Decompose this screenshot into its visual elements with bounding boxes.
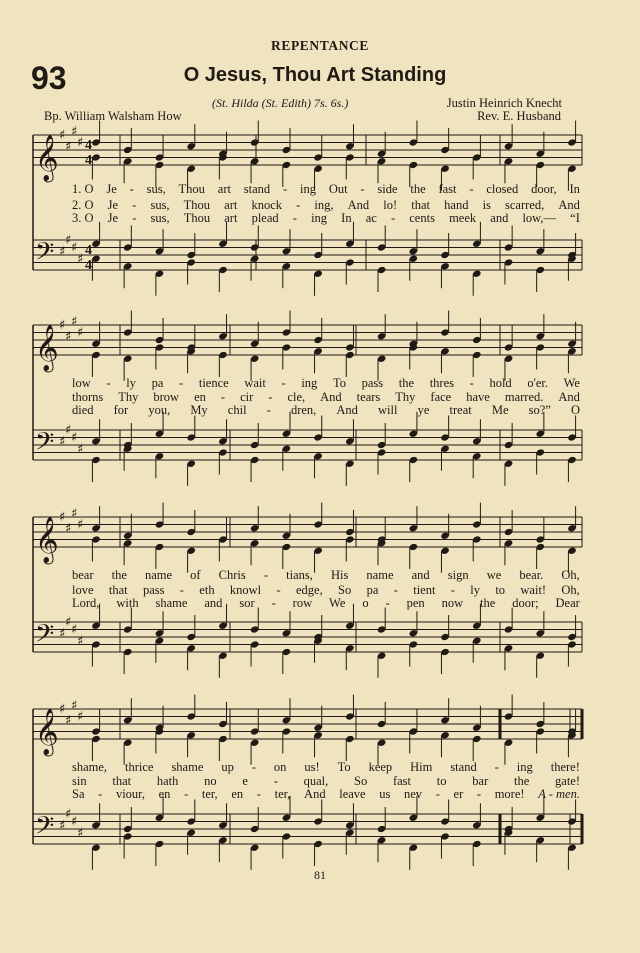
lyric-syllable: up [221,760,234,774]
lyric-syllable: - [179,376,184,390]
lyric-syllable: - [256,787,261,801]
lyric-syllable: cents [409,211,435,225]
lyric-syllable: hath [156,774,179,788]
lyric-syllable: scarred, [505,198,545,212]
lyric-syllable: en [194,390,206,404]
sharp-icon: ♯ [77,135,84,151]
lyric-syllable: - [132,211,137,225]
lyric-syllable: tians, [286,568,313,582]
lyric-syllable: And [304,787,326,801]
lyric-syllable: Thy [395,390,416,404]
lyric-syllable: ac [365,211,377,225]
lyric-syllable: - [106,376,111,390]
lyric-syllable: side [377,182,398,196]
lyric-syllable: pa [151,376,164,390]
lyric-syllable: you, [148,403,171,417]
lyric-syllable: - [385,596,390,610]
lyric-syllable: bar [472,774,489,788]
sharp-icon: ♯ [65,521,72,537]
lyric-syllable: en [231,787,244,801]
lyric-syllable: thres [429,376,454,390]
lyric-syllable: Chris [218,568,246,582]
sharp-icon: ♯ [65,423,72,438]
lyric-syllable: Lord, [72,596,100,610]
sharp-icon: ♯ [65,329,72,345]
sharp-icon: ♯ [65,807,72,822]
lyric-syllable: - [129,182,134,196]
lyric-syllable: My [190,403,208,417]
lyric-syllable: eth [199,583,215,597]
lyric-syllable: thrice [125,760,154,774]
lyric-syllable: shame, [72,760,108,774]
lyric-line [72,596,580,611]
sharp-icon: ♯ [77,325,84,341]
lyric-syllable: e [242,774,248,788]
lyric-syllable: ing [300,182,316,196]
lyric-syllable: sign [447,568,469,582]
lyric-syllable: - [251,760,256,774]
lyric-syllable: Oh, [561,568,580,582]
lyric-syllable: us [379,787,391,801]
lyric-syllable: ye [417,403,430,417]
lyric-syllable: art [224,211,238,225]
lyric-syllable: viour, [115,787,145,801]
lyric-syllable: - [273,774,278,788]
sharp-icon: ♯ [65,139,72,155]
lyric-syllable: Je [107,198,119,212]
lyric-syllable: In [569,182,580,196]
lyric-syllable: - [393,583,398,597]
sharp-icon: ♯ [65,233,72,248]
arranger-credit: Rev. E. Husband [477,109,561,123]
lyric-syllable: Sa [72,787,85,801]
lyric-syllable: the [398,376,415,390]
lyric-syllable: - [98,787,103,801]
sharp-icon: ♯ [59,434,66,450]
lyric-syllable: to [495,583,506,597]
lyric-syllable: knowl [229,583,262,597]
lyric-line [72,568,580,583]
sharp-icon: ♯ [77,517,84,533]
lyric-syllable: sus, [150,198,170,212]
lyric-syllable: We [563,376,580,390]
lyric-syllable: ter, [274,787,291,801]
lyric-syllable: there! [550,760,580,774]
lyric-syllable: closed [486,182,519,196]
lyric-syllable: - [390,211,396,225]
lyric-syllable: pass [142,583,165,597]
hymn-title: O Jesus, Thou Art Standing [183,64,447,86]
lyric-syllable: keep [368,760,393,774]
sharp-icon: ♯ [65,615,72,630]
lyric-syllable: To [337,760,351,774]
lyric-syllable: brow [153,390,180,404]
lyric-syllable: 3. O [72,211,94,225]
lyric-syllable: face [430,390,452,404]
lyric-syllable: is [482,198,491,212]
lyric-syllable: - [276,583,281,597]
lyric-syllable: - [271,596,276,610]
sharp-icon: ♯ [71,124,78,140]
lyric-syllable: tears [356,390,381,404]
lyric-syllable: - [179,583,184,597]
lyric-syllable: tient [413,583,436,597]
sharp-icon: ♯ [59,318,66,333]
sharp-icon: ♯ [59,244,66,260]
lyric-syllable: fast [438,182,457,196]
lyric-syllable: ly [470,583,480,597]
tune-name: (St. Hilda (St. Edith) 7s. 6s.) [212,96,349,110]
composer-credit: Justin Heinrich Knecht [446,96,562,110]
lyric-syllable: In [341,211,352,225]
lyric-syllable: Dear [555,596,580,610]
lyric-syllable: and [490,211,509,225]
lyric-syllable: - [132,198,137,212]
lyric-syllable: stand [243,182,271,196]
lyric-syllable: ly [126,376,136,390]
lyric-syllable: gate! [555,774,580,788]
lyric-syllable: lo! [383,198,398,212]
lyric-syllable: we [486,568,502,582]
lyric-syllable: Je [106,182,117,196]
lyric-syllable: hold [489,376,512,390]
lyric-syllable: We [329,596,346,610]
sharp-icon: ♯ [59,702,66,717]
bass-clef-icon: 𝄢 [35,237,55,273]
lyric-syllable: Thou [183,198,211,212]
lyric-syllable: “I [570,211,580,225]
treble-clef-icon: 𝄞 [35,325,59,371]
time-signature-top: 4 [85,138,92,153]
lyric-syllable: 2. O [72,198,94,212]
lyric-syllable: love [72,583,94,597]
lyric-syllable: So [338,583,352,597]
lyric-syllable: Oh, [561,583,580,597]
sharp-icon: ♯ [71,622,78,638]
sharp-icon: ♯ [77,251,84,267]
sharp-icon: ♯ [71,506,78,522]
lyric-syllable: en [158,787,171,801]
lyric-syllable: have [466,390,490,404]
lyric-syllable: ing [311,211,328,225]
bass-clef-icon: 𝄢 [35,427,55,463]
lyric-syllable: pen [406,596,425,610]
lyric-syllable: art [217,182,231,196]
lyric-syllable: And [558,198,580,212]
lyric-syllable: ing [516,760,533,774]
lyric-syllable: ter, [201,787,218,801]
lyric-syllable: Me [491,403,509,417]
sharp-icon: ♯ [77,633,84,649]
lyric-syllable: on [273,760,287,774]
bass-clef-icon: 𝄢 [35,811,55,847]
sharp-icon: ♯ [59,626,66,642]
lyric-syllable: name [366,568,394,582]
lyric-syllable: that [108,583,128,597]
lyric-syllable: bear. [519,568,544,582]
bass-clef-icon: 𝄢 [35,619,55,655]
lyric-syllable: name [144,568,173,582]
section-heading: REPENTANCE [270,38,369,53]
lyric-syllable: - [296,198,301,212]
lyric-syllable: pa [366,583,379,597]
lyric-syllable: qual, [303,774,329,788]
lyric-syllable: and [411,568,430,582]
lyric-syllable: - [360,182,365,196]
lyric-syllable: ing [301,376,318,390]
lyric-syllable: - [184,787,189,801]
lyric-syllable: leave [339,787,366,801]
lyric-syllable: - [220,390,226,404]
lyric-syllable: cir [240,390,254,404]
lyric-syllable: marred. [504,390,544,404]
lyric-syllable: fast [392,774,412,788]
lyric-syllable: - [476,787,482,801]
lyric-syllable: us! [304,760,320,774]
treble-clef-icon: 𝄞 [35,135,59,181]
lyric-syllable: low,— [522,211,557,225]
treble-clef-icon: 𝄞 [35,517,59,563]
lyric-syllable: - [469,376,474,390]
lyric-syllable: - [494,760,499,774]
lyric-syllable: Him [410,760,433,774]
lyric-syllable: ing, [314,198,334,212]
hymn-number: 93 [31,60,67,96]
lyric-syllable: died [72,403,94,417]
lyric-syllable: And [558,390,580,404]
lyric-line [72,787,580,802]
lyric-syllable: the [410,182,426,196]
lyric-syllable: the [480,596,496,610]
lyric-line [72,211,580,226]
lyric-syllable: And [320,390,342,404]
lyric-syllable: Je [107,211,119,225]
lyric-syllable: door, [531,182,557,196]
lyric-syllable: meek [449,211,477,225]
lyric-syllable: door; [512,596,539,610]
lyric-syllable: now [441,596,464,610]
lyric-syllable: So [354,774,368,788]
page-number: 81 [314,868,326,882]
lyric-syllable: Out [328,182,348,196]
lyric-syllable: o'er. [527,376,548,390]
lyric-syllable: to [436,774,447,788]
time-signature-bottom: 4 [85,153,92,168]
lyric-syllable: more! [494,787,525,801]
lyric-line [72,760,580,775]
sharp-icon: ♯ [71,314,78,330]
lyric-syllable: knock [251,198,283,212]
lyric-syllable: o [362,596,369,610]
lyric-syllable: art [224,198,238,212]
lyric-syllable: thorns [72,390,104,404]
lyric-syllable: that [411,198,431,212]
lyric-syllable: - [435,787,440,801]
lyric-syllable: with [116,596,139,610]
time-signature-top: 4 [85,243,92,258]
sharp-icon: ♯ [65,713,72,729]
lyric-line [72,182,580,197]
lyric-syllable: Thy [118,390,139,404]
lyric-syllable: - [469,182,474,196]
lyric-syllable: edge, [295,583,323,597]
lyric-syllable: the [111,568,127,582]
lyric-syllable: the [513,774,530,788]
lyric-syllable: And [336,403,358,417]
sharp-icon: ♯ [77,825,84,841]
lyric-syllable: stand [450,760,477,774]
treble-clef-icon: 𝄞 [35,709,59,755]
lyric-syllable: 1. O [72,182,94,196]
lyric-syllable: - [450,583,455,597]
lyric-syllable: Thou [178,182,205,196]
time-signature-bottom: 4 [85,258,92,273]
lyric-syllable: that [112,774,132,788]
lyric-syllable: A - men. [538,787,580,801]
lyric-syllable: low [72,376,91,390]
lyric-syllable: nev [404,787,423,801]
lyric-syllable: and [204,596,223,610]
lyric-syllable: plead [251,211,279,225]
lyric-syllable: - [281,376,286,390]
lyric-syllable: tience [198,376,229,390]
lyric-syllable: er [453,787,464,801]
lyric-syllable: sor [239,596,255,610]
lyric-line [72,403,580,418]
lyric-syllable: O [570,403,580,417]
lyric-syllable: - [292,211,297,225]
lyric-syllable: cle, [287,390,306,404]
lyric-syllable: pass [361,376,384,390]
lyric-syllable: shame [171,760,204,774]
sharp-icon: ♯ [77,441,84,457]
lyric-syllable: - [268,390,273,404]
lyric-syllable: sin [72,774,87,788]
lyric-syllable: His [330,568,349,582]
sharp-icon: ♯ [71,698,78,714]
lyric-syllable: - [266,403,271,417]
lyric-syllable: - [263,568,269,582]
lyric-syllable: shame [155,596,188,610]
lyric-syllable: will [378,403,398,417]
lyric-syllable: chil [227,403,247,417]
lyric-syllable: for [113,403,129,417]
lyric-syllable: And [347,198,370,212]
lyric-syllable: treat [449,403,472,417]
sharp-icon: ♯ [71,240,78,256]
lyric-syllable: hand [444,198,469,212]
sharp-icon: ♯ [59,818,66,834]
lyric-syllable: - [283,182,288,196]
lyric-syllable: no [204,774,217,788]
sharp-icon: ♯ [71,430,78,446]
sharp-icon: ♯ [59,128,66,143]
sharp-icon: ♯ [71,814,78,830]
lyric-syllable: so?” [528,403,551,417]
lyric-syllable: dren, [290,403,317,417]
lyric-syllable: wait! [520,583,547,597]
sharp-icon: ♯ [59,510,66,525]
lyric-syllable: wait [244,376,266,390]
lyric-syllable: sus, [146,182,166,196]
lyric-syllable: sus, [150,211,170,225]
author-credit: Bp. William Walsham How [44,109,182,123]
lyric-line [72,376,580,391]
lyric-syllable: bear [72,568,94,582]
sharp-icon: ♯ [77,709,84,725]
lyric-syllable: of [190,568,201,582]
lyric-syllable: To [332,376,346,390]
lyric-syllable: row [292,596,313,610]
lyric-syllable: Thou [183,211,211,225]
